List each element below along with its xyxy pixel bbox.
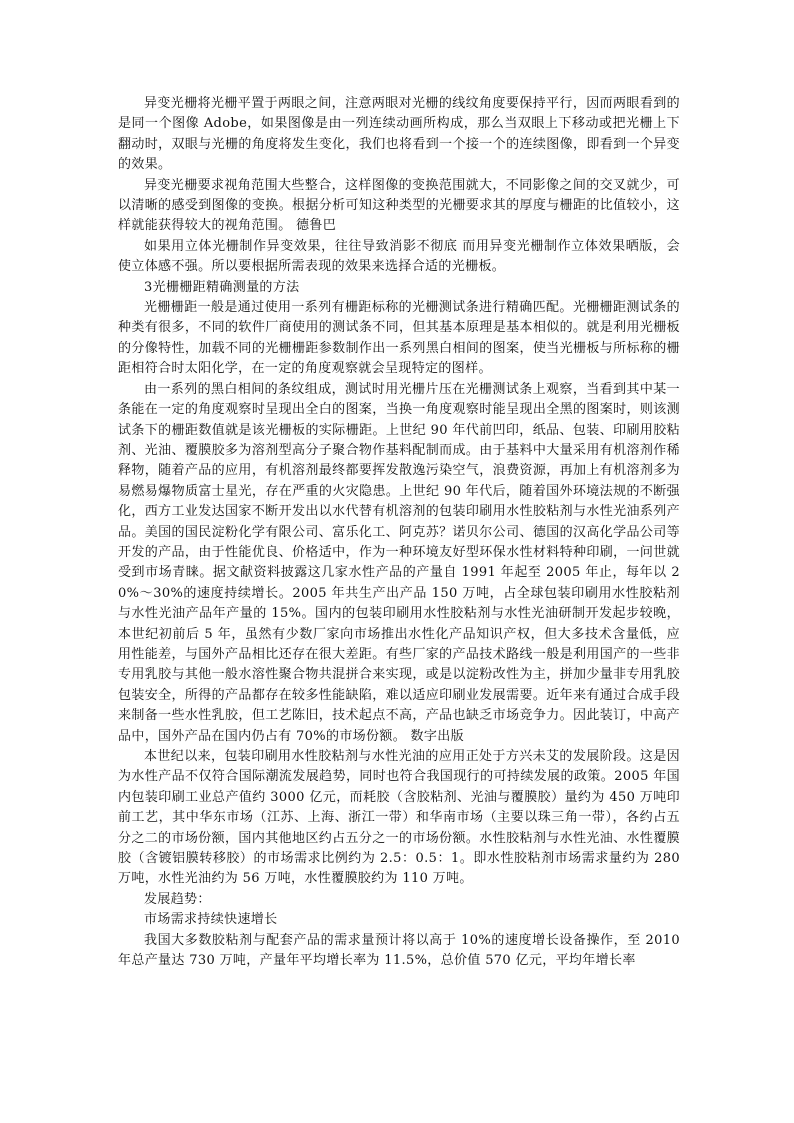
heading-development-trends: 发展趋势：: [144, 891, 211, 907]
paragraph-water-based-adhesives-history: 由一系列的黑白相间的条纹组成，测试时用光栅片压在光栅测试条上观察，当看到其中某一条能在一定的角度观察时呈现出全白的图案，当换一角度观察时能呈现出全黑的图案时，则该测试条下的栅距数值就是该光栅板的实际栅距。上世纪 90 年代前凹印，纸品、包装、印刷用胶粘剂、光油、覆膜胶多为溶剂型高分子聚合物作基料配制而成。由于基料中大量采用有机溶剂作稀释物，随着产品的应用，有机溶剂最终都要挥发散逸污染空气，浪费资源，再加上有机溶剂多为易燃易爆物质富士星光，存在严重的火灾隐患。上世纪 90 年代后，随着国外环境法规的不断强化，西方工业发达国家不断开发出以水代替有机溶剂的包装印刷用水性胶粘剂与水性光油系列产品。美国的国民淀粉化学有限公司、富乐化工、阿克苏？诺贝尔公司、德国的汉高化学品公司等开发的产品，由于性能优良、价格适中，作为一种环境友好型环保水性材料特种印刷，一问世就受到市场青睐。据文献资料披露这几家水性产品的产量自 1991 年起至 2005 年止，每年以 20%～30%的速度持续增长。2005 年共生产出产品 150 万吨，占全球包装印刷用水性胶粘剂与水性光油产品年产量的 15%。国内的包装印刷用水性胶粘剂与水性光油研制开发起步较晚，本世纪初前后 5 年，虽然有少数厂家向市场推出水性化产品知识产权，但大多技术含量低，应用性能差，与国外产品相比还存在很大差距。有些厂家的产品技术路线一般是利用国产的一些非专用乳胶与其他一般水溶性聚合物共混拼合来实现，或是以淀粉改性为主，拼加少量非专用乳胶包装安全，所得的产品都存在较多性能缺陷，难以适应印刷业发展需要。近年来有通过合成手段来制备一些水性乳胶，但工艺陈旧，技术起点不高，产品也缺乏市场竞争力。因此装订，中高产品中，国外产品在国内仍占有 70%的市场份额。 数字出版: [118, 381, 680, 744]
section-heading-pitch-measurement: 3光栅栅距精确测量的方法: [144, 279, 300, 295]
paragraph-demand-forecast: 我国大多数胶粘剂与配套产品的需求量预计将以高于 10%的速度增长设备操作，至 2010 年总产量达 730 万吨，产量年平均增长率为 11.5%，总价值 570 亿元，平均年增长率: [118, 932, 680, 969]
paragraph-lenticular-flip-intro: 异变光栅将光栅平置于两眼之间，注意两眼对光栅的线纹角度要保持平行，因而两眼看到的是同一个图像 Adobe，如果图像是由一列连续动画所构成，那么当双眼上下移动或把光栅上下翻动时，双眼与光栅的角度将发生变化，我们也将看到一个接一个的连续图像，即看到一个异变的效果。: [118, 96, 680, 173]
document-page: [118, 94, 680, 971]
paragraph-flip-viewing-angle: 异变光栅要求视角范围大些整合，这样图像的变换范围就大，不同影像之间的交叉就少，可以清晰的感受到图像的变换。根据分析可知这种类型的光栅要求其的厚度与栅距的比值较小，这样就能获得较大的视角范围。 德鲁巴: [118, 177, 680, 234]
heading-market-demand-growth: 市场需求持续快速增长: [144, 912, 278, 928]
paragraph-domestic-market: 本世纪以来，包装印刷用水性胶粘剂与水性光油的应用正处于方兴未艾的发展阶段。这是因为水性产品不仅符合国际潮流发展趋势，同时也符合我国现行的可持续发展的政策。2005 年国内包装印刷工业总产值约 3000 亿元，而耗胶（含胶粘剂、光油与覆膜胶）量约为 450 万吨印前工艺，其中华东市场（江苏、上海、浙江一带）和华南市场（主要以珠三角一带），各约占五分之二的市场份额，国内其他地区约占五分之一的市场份额。水性胶粘剂与水性光油、水性覆膜胶（含镀铝膜转移胶）的市场需求比例约为 2.5：0.5：1。即水性胶粘剂市场需求量约为 280 万吨，水性光油约为 56 万吨，水性覆膜胶约为 110 万吨。: [118, 749, 680, 887]
paragraph-choose-lenticular-sheet: 如果用立体光栅制作异变效果，往往导致消影不彻底 而用异变光栅制作立体效果晒版，会使立体感不强。所以要根据所需表现的效果来选择合适的光栅板。: [118, 238, 680, 275]
paragraph-pitch-test-strips: 光栅栅距一般是通过使用一系列有栅距标称的光栅测试条进行精确匹配。光栅栅距测试条的种类有很多，不同的软件厂商使用的测试条不同，但其基本原理是基本相似的。就是利用光栅板的分像特性，加载不同的光栅栅距参数制作出一系列黑白相间的图案，使当光栅板与所标称的栅距相符合时太阳化学，在一定的角度观察就会呈现特定的图样。: [118, 300, 680, 377]
